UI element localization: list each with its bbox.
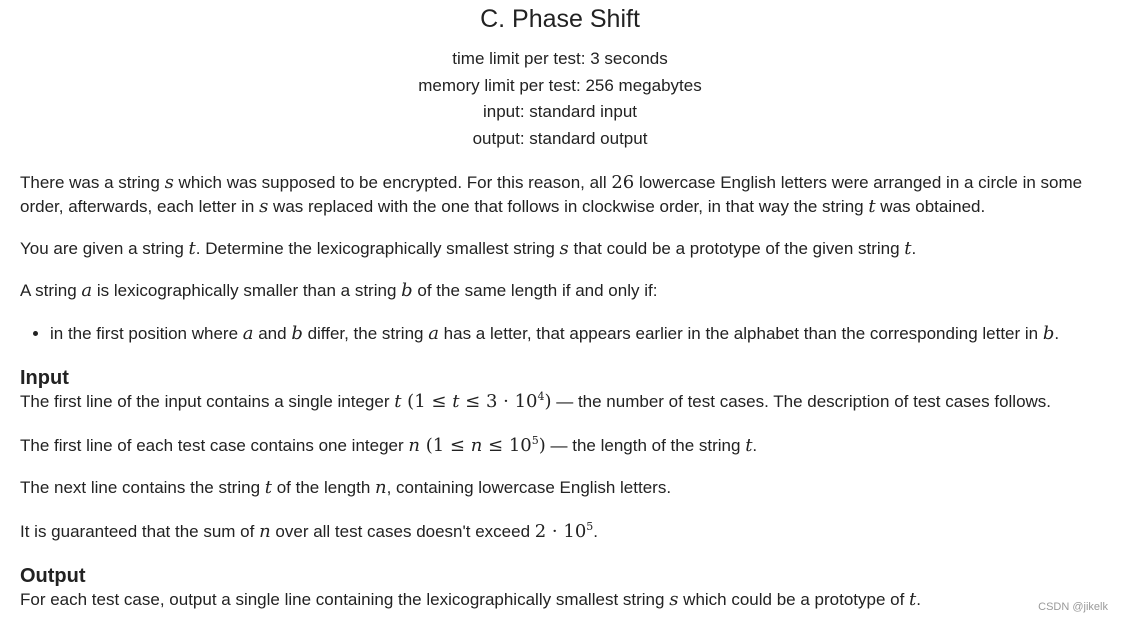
problem-header (20, 4, 1100, 152)
math-var: t (264, 477, 272, 498)
math-number: 26 (611, 172, 635, 193)
math-var: a (81, 280, 93, 301)
math-var: t (745, 435, 753, 456)
output-paragraph-1: For each test case, output a single line containing the lexicographically smallest string s which could be a prototype of t. (20, 589, 921, 610)
memory-limit: memory limit per test: 256 megabytes (418, 75, 702, 95)
watermark: CSDN @jikelk (1038, 601, 1108, 613)
math-var: b (401, 280, 413, 301)
input-section-title: Input (20, 367, 69, 389)
legend-paragraph-2: You are given a string t. Determine the lexicographically smallest string s that could be a prototype of the given string t. (20, 238, 917, 259)
math-var: t (394, 391, 402, 412)
output-section-title: Output (20, 565, 86, 587)
math-var: a (242, 323, 254, 344)
legend (20, 171, 1104, 346)
math-var: s (669, 589, 679, 610)
math-var: t (188, 238, 196, 259)
math-var: a (428, 323, 439, 344)
math-var: s (559, 238, 569, 259)
math-var: s (259, 196, 269, 217)
math-var: n (375, 477, 387, 498)
legend-bullet-list (20, 322, 1104, 346)
output-specification (20, 564, 1104, 612)
math-var: n (259, 521, 271, 542)
list-item: • in the first position where a and b differ, the string a has a letter, that appears earlier in the alphabet than the corresponding letter in b. (50, 322, 1104, 346)
input-specification (20, 366, 1104, 544)
math-var: t (904, 238, 912, 259)
math-var: b (291, 323, 303, 344)
input-paragraph-1: The first line of the input contains a single integer t $(1 \le t \le 3 \cdot 10^4)$ — the number of test cases. The description of test cases follows. (20, 390, 1052, 412)
math-var: n (408, 435, 420, 456)
time-limit: time limit per test: 3 seconds (452, 49, 668, 68)
math-var: b (1042, 323, 1055, 344)
legend-paragraph-3: A string a is lexicographically smaller than a string b of the same length if and only if: (20, 280, 658, 301)
math-var: t (868, 196, 876, 217)
math-var: s (164, 172, 174, 193)
problem-title: C. Phase Shift (480, 5, 640, 33)
input-paragraph-4: It is guaranteed that the sum of n over all test cases doesn't exceed $2 \cdot 10^5$. (20, 520, 599, 542)
output-file: output: standard output (472, 128, 648, 148)
legend-paragraph-1: There was a string s which was supposed to be encrypted. For this reason, all 26 lowercase English letters were arranged in a circle in some order, afterwards, each letter in s was replaced with the one that follows in clockwise order, in that way the string t was obtained. (20, 172, 1083, 217)
problem-statement (20, 0, 1104, 612)
math-var: t (909, 589, 917, 610)
input-paragraph-3: The next line contains the string t of the length n, containing lowercase English letters. (20, 477, 672, 498)
input-paragraph-2: The first line of each test case contains one integer n $(1 \le n \le 10^5)$ — the length of the string t. (20, 434, 758, 456)
input-file: input: standard input (482, 102, 638, 121)
